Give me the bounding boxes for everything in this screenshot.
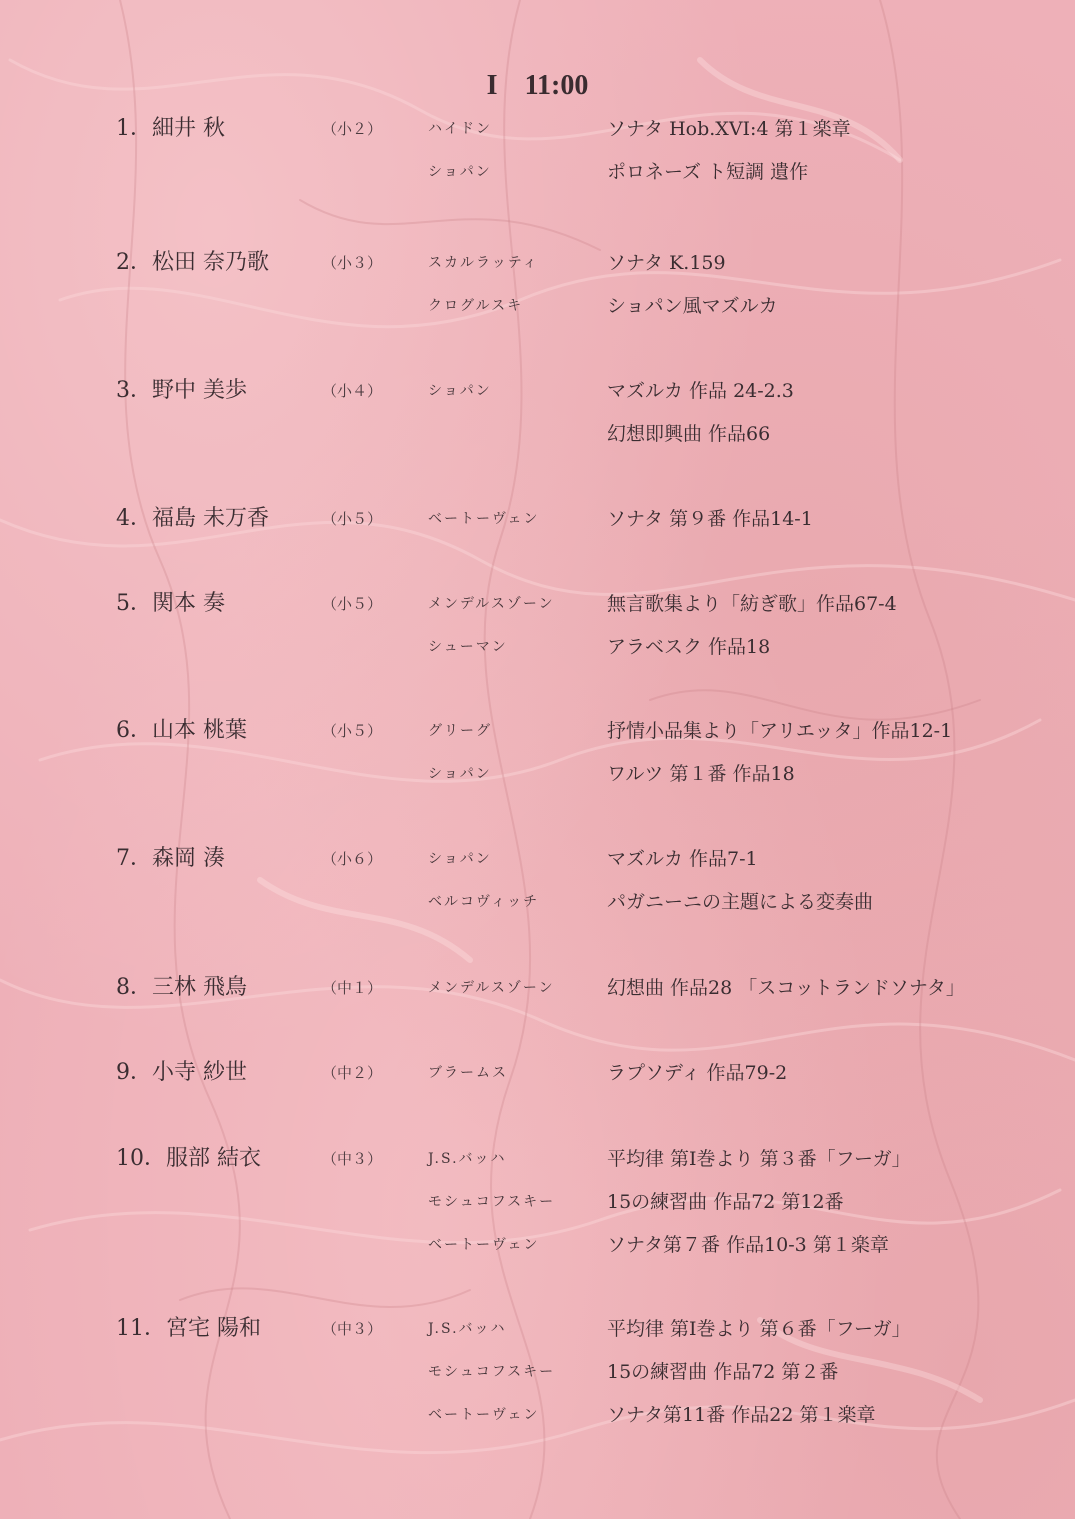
performer-entry — [0, 1058, 1075, 1118]
piece-row — [0, 1144, 1075, 1174]
piece-row — [0, 248, 1075, 278]
work-title: 15の練習曲 作品72 第２番 — [607, 1361, 839, 1383]
performer-entry — [0, 589, 1075, 658]
work-title: マズルカ 作品 24-2.3 — [607, 380, 794, 402]
work-title: ソナタ K.159 — [607, 252, 726, 274]
performer-name: 6．山本 桃葉 — [116, 718, 247, 743]
performer-name: 7．森岡 湊 — [116, 846, 225, 871]
piece-row — [0, 887, 1075, 917]
performer-entry — [0, 114, 1075, 183]
composer-name: J.S.バッハ — [428, 1151, 507, 1167]
composer-name: ベートーヴェン — [428, 1407, 540, 1423]
piece-row — [0, 716, 1075, 746]
performer-name: 2．松田 奈乃歌 — [116, 250, 269, 275]
composer-name: モシュコフスキー — [428, 1364, 556, 1380]
performer-grade: （小２） — [322, 120, 383, 138]
composer-name: メンデルスゾーン — [428, 980, 555, 996]
composer-name: ショパン — [428, 383, 492, 399]
performer-grade: （小３） — [322, 254, 383, 272]
performer-entry — [0, 504, 1075, 564]
piece-row — [0, 1400, 1075, 1430]
session-heading — [0, 70, 1075, 102]
composer-name: ショパン — [428, 851, 492, 867]
work-title: ソナタ第７番 作品10-3 第１楽章 — [607, 1234, 889, 1256]
work-title: 平均律 第Ⅰ巻より 第３番「フーガ」 — [607, 1148, 911, 1170]
composer-name: モシュコフスキー — [428, 1194, 556, 1210]
piece-row — [0, 1314, 1075, 1344]
composer-name: ベートーヴェン — [428, 511, 540, 527]
session-time: 11:00 — [524, 70, 589, 101]
session-number: I — [486, 70, 498, 101]
performer-entry — [0, 844, 1075, 913]
composer-name: ベルコヴィッチ — [428, 894, 540, 910]
performer-grade: （中３） — [322, 1150, 383, 1168]
performer-name: 5．関本 奏 — [116, 591, 225, 616]
piece-row — [0, 376, 1075, 406]
work-title: ラプソディ 作品79-2 — [607, 1062, 788, 1084]
performer-name: 9．小寺 紗世 — [116, 1060, 247, 1085]
piece-row — [0, 1058, 1075, 1088]
piece-row — [0, 504, 1075, 534]
performer-entry — [0, 248, 1075, 317]
piece-row — [0, 1187, 1075, 1217]
performer-entry — [0, 716, 1075, 785]
performer-grade: （小６） — [322, 850, 383, 868]
work-title: ショパン風マズルカ — [607, 295, 778, 317]
performer-name: 4．福島 未万香 — [116, 506, 269, 531]
performer-entry — [0, 973, 1075, 1033]
composer-name: スカルラッティ — [428, 255, 539, 271]
composer-name: ハイドン — [428, 121, 492, 137]
work-title: 15の練習曲 作品72 第12番 — [607, 1191, 844, 1213]
composer-name: ショパン — [428, 164, 492, 180]
work-title: 幻想曲 作品28 「スコットランドソナタ」 — [607, 977, 965, 999]
piece-row — [0, 419, 1075, 449]
performer-name: 10．服部 結衣 — [116, 1146, 261, 1171]
performer-grade: （中２） — [322, 1064, 383, 1082]
work-title: 幻想即興曲 作品66 — [607, 423, 771, 445]
performer-name: 1．細井 秋 — [116, 116, 225, 141]
piece-row — [0, 759, 1075, 789]
performer-entry — [0, 376, 1075, 445]
composer-name: クログルスキ — [428, 298, 524, 314]
performer-grade: （小５） — [322, 510, 383, 528]
piece-row — [0, 114, 1075, 144]
performer-grade: （小５） — [322, 722, 383, 740]
piece-row — [0, 1230, 1075, 1260]
composer-name: グリーグ — [428, 723, 492, 739]
composer-name: ベートーヴェン — [428, 1237, 540, 1253]
piece-row — [0, 1357, 1075, 1387]
performer-name: 11．宮宅 陽和 — [116, 1316, 261, 1341]
piece-row — [0, 157, 1075, 187]
work-title: 無言歌集より「紡ぎ歌」作品67-4 — [607, 593, 897, 615]
performer-name: 3．野中 美歩 — [116, 378, 247, 403]
composer-name: ショパン — [428, 766, 492, 782]
piece-row — [0, 589, 1075, 619]
performer-grade: （小５） — [322, 595, 383, 613]
composer-name: シューマン — [428, 639, 508, 655]
piece-row — [0, 291, 1075, 321]
piece-row — [0, 973, 1075, 1003]
performer-entry — [0, 1314, 1075, 1426]
work-title: 抒情小品集より「アリエッタ」作品12-1 — [607, 720, 953, 742]
composer-name: J.S.バッハ — [428, 1321, 507, 1337]
work-title: ソナタ 第９番 作品14-1 — [607, 508, 813, 530]
work-title: ソナタ第11番 作品22 第１楽章 — [607, 1404, 876, 1426]
performer-grade: （中３） — [322, 1320, 383, 1338]
work-title: ソナタ Hob.XVI:4 第１楽章 — [607, 118, 851, 140]
performer-grade: （中１） — [322, 979, 383, 997]
piece-row — [0, 632, 1075, 662]
work-title: 平均律 第Ⅰ巻より 第６番「フーガ」 — [607, 1318, 911, 1340]
work-title: ポロネーズ ト短調 遺作 — [607, 161, 809, 183]
work-title: マズルカ 作品7-1 — [607, 848, 758, 870]
piece-row — [0, 844, 1075, 874]
composer-name: メンデルスゾーン — [428, 596, 555, 612]
work-title: ワルツ 第１番 作品18 — [607, 763, 795, 785]
work-title: アラベスク 作品18 — [607, 636, 771, 658]
performer-grade: （小４） — [322, 382, 383, 400]
composer-name: ブラームス — [428, 1065, 508, 1081]
performer-name: 8．三林 飛鳥 — [116, 975, 247, 1000]
work-title: パガニーニの主題による変奏曲 — [607, 891, 874, 913]
performer-entry — [0, 1144, 1075, 1256]
